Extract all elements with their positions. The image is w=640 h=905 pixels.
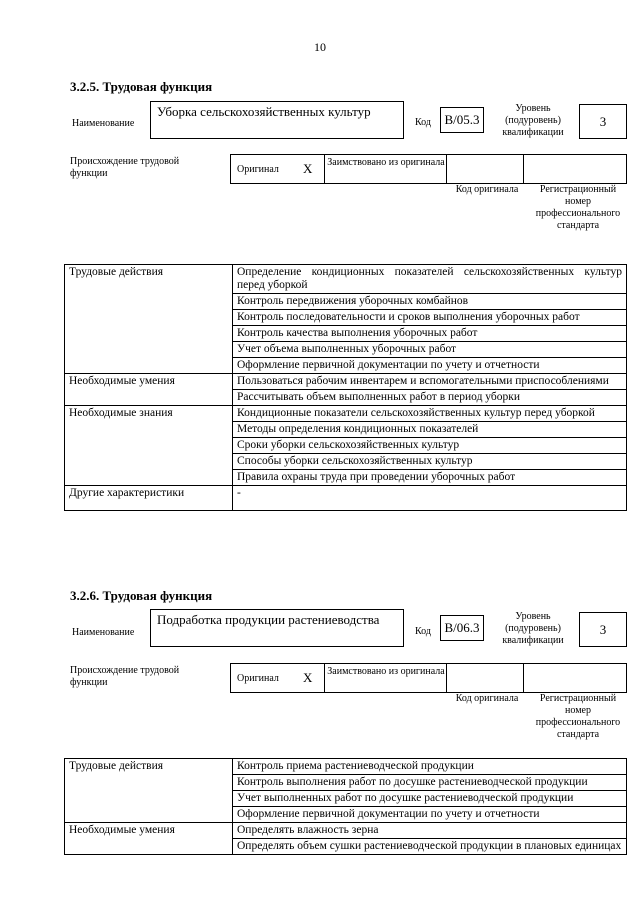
level-value: 3 xyxy=(579,104,627,139)
function-name: Подработка продукции растениеводства xyxy=(150,609,404,647)
origin-label: Происхождение трудовой функции xyxy=(70,665,180,688)
table-cell: Учет выполненных работ по досушке растениеводческой продукции xyxy=(233,791,627,807)
table-cell: - xyxy=(233,486,627,511)
table-cell: Оформление первичной документации по учету и отчетности xyxy=(233,358,627,374)
name-label: Наименование xyxy=(72,118,135,129)
borrowed-label: Заимствовано из оригинала xyxy=(327,666,445,677)
reg-number-label: Регистрационный номер профессионального стандарта xyxy=(535,184,621,231)
table-cell: Контроль выполнения работ по досушке растениеводческой продукции xyxy=(233,775,627,791)
group-label: Необходимые умения xyxy=(65,374,233,406)
table-cell: Сроки уборки сельскохозяйственных культур xyxy=(233,438,627,454)
table-cell: Контроль последовательности и сроков выполнения уборочных работ xyxy=(233,310,627,326)
group-label: Трудовые действия xyxy=(65,265,233,374)
divider xyxy=(446,155,447,183)
code-value: B/05.3 xyxy=(440,107,484,133)
origin-table xyxy=(230,663,627,693)
table-cell: Учет объема выполненных уборочных работ xyxy=(233,342,627,358)
page-number: 10 xyxy=(314,40,326,54)
table-cell: Контроль передвижения уборочных комбайнов xyxy=(233,294,627,310)
table-cell: Кондиционные показатели сельскохозяйственных культур перед уборкой xyxy=(233,406,627,422)
table-cell: Рассчитывать объем выполненных работ в период уборки xyxy=(233,390,627,406)
table-cell: Способы уборки сельскохозяйственных культур xyxy=(233,454,627,470)
table-cell: Определять влажность зерна xyxy=(233,823,627,839)
table-cell: Контроль приема растениеводческой продукции xyxy=(233,759,627,775)
name-label: Наименование xyxy=(72,627,135,638)
borrowed-label: Заимствовано из оригинала xyxy=(327,157,445,168)
divider xyxy=(523,664,524,692)
original-label: Оригинал xyxy=(237,673,279,684)
table-cell: Правила охраны труда при проведении уборочных работ xyxy=(233,470,627,486)
table-cell: Методы определения кондиционных показателей xyxy=(233,422,627,438)
code-label: Код xyxy=(415,626,431,637)
level-value: 3 xyxy=(579,612,627,647)
function-name: Уборка сельскохозяйственных культур xyxy=(150,101,404,139)
original-mark: X xyxy=(303,161,313,176)
origin-label: Происхождение трудовой функции xyxy=(70,156,180,179)
origin-table xyxy=(230,154,627,184)
orig-code-label: Код оригинала xyxy=(455,693,519,704)
level-label: Уровень (подуровень) квалификации xyxy=(502,611,564,646)
group-label: Необходимые умения xyxy=(65,823,233,855)
divider xyxy=(324,155,325,183)
divider xyxy=(446,664,447,692)
section-heading: 3.2.5. Трудовая функция xyxy=(70,79,213,94)
code-value: B/06.3 xyxy=(440,615,484,641)
level-label: Уровень (подуровень) квалификации xyxy=(502,103,564,138)
requirements-table xyxy=(64,264,627,511)
original-label: Оригинал xyxy=(237,164,279,175)
code-label: Код xyxy=(415,117,431,128)
table-cell: Пользоваться рабочим инвентарем и вспомогательными приспособлениями xyxy=(233,374,627,390)
orig-code-label: Код оригинала xyxy=(455,184,519,195)
group-label: Трудовые действия xyxy=(65,759,233,823)
table-cell: Оформление первичной документации по учету и отчетности xyxy=(233,807,627,823)
divider xyxy=(324,664,325,692)
divider xyxy=(523,155,524,183)
table-cell: Контроль качества выполнения уборочных работ xyxy=(233,326,627,342)
original-mark: X xyxy=(303,670,313,685)
group-label: Другие характеристики xyxy=(65,486,233,511)
table-cell: Определение кондиционных показателей сельскохозяйственных культур перед уборкой xyxy=(233,265,627,294)
reg-number-label: Регистрационный номер профессионального стандарта xyxy=(535,693,621,740)
table-cell: Определять объем сушки растениеводческой продукции в плановых единицах xyxy=(233,839,627,855)
section-heading: 3.2.6. Трудовая функция xyxy=(70,588,213,603)
requirements-table xyxy=(64,758,627,855)
group-label: Необходимые знания xyxy=(65,406,233,486)
